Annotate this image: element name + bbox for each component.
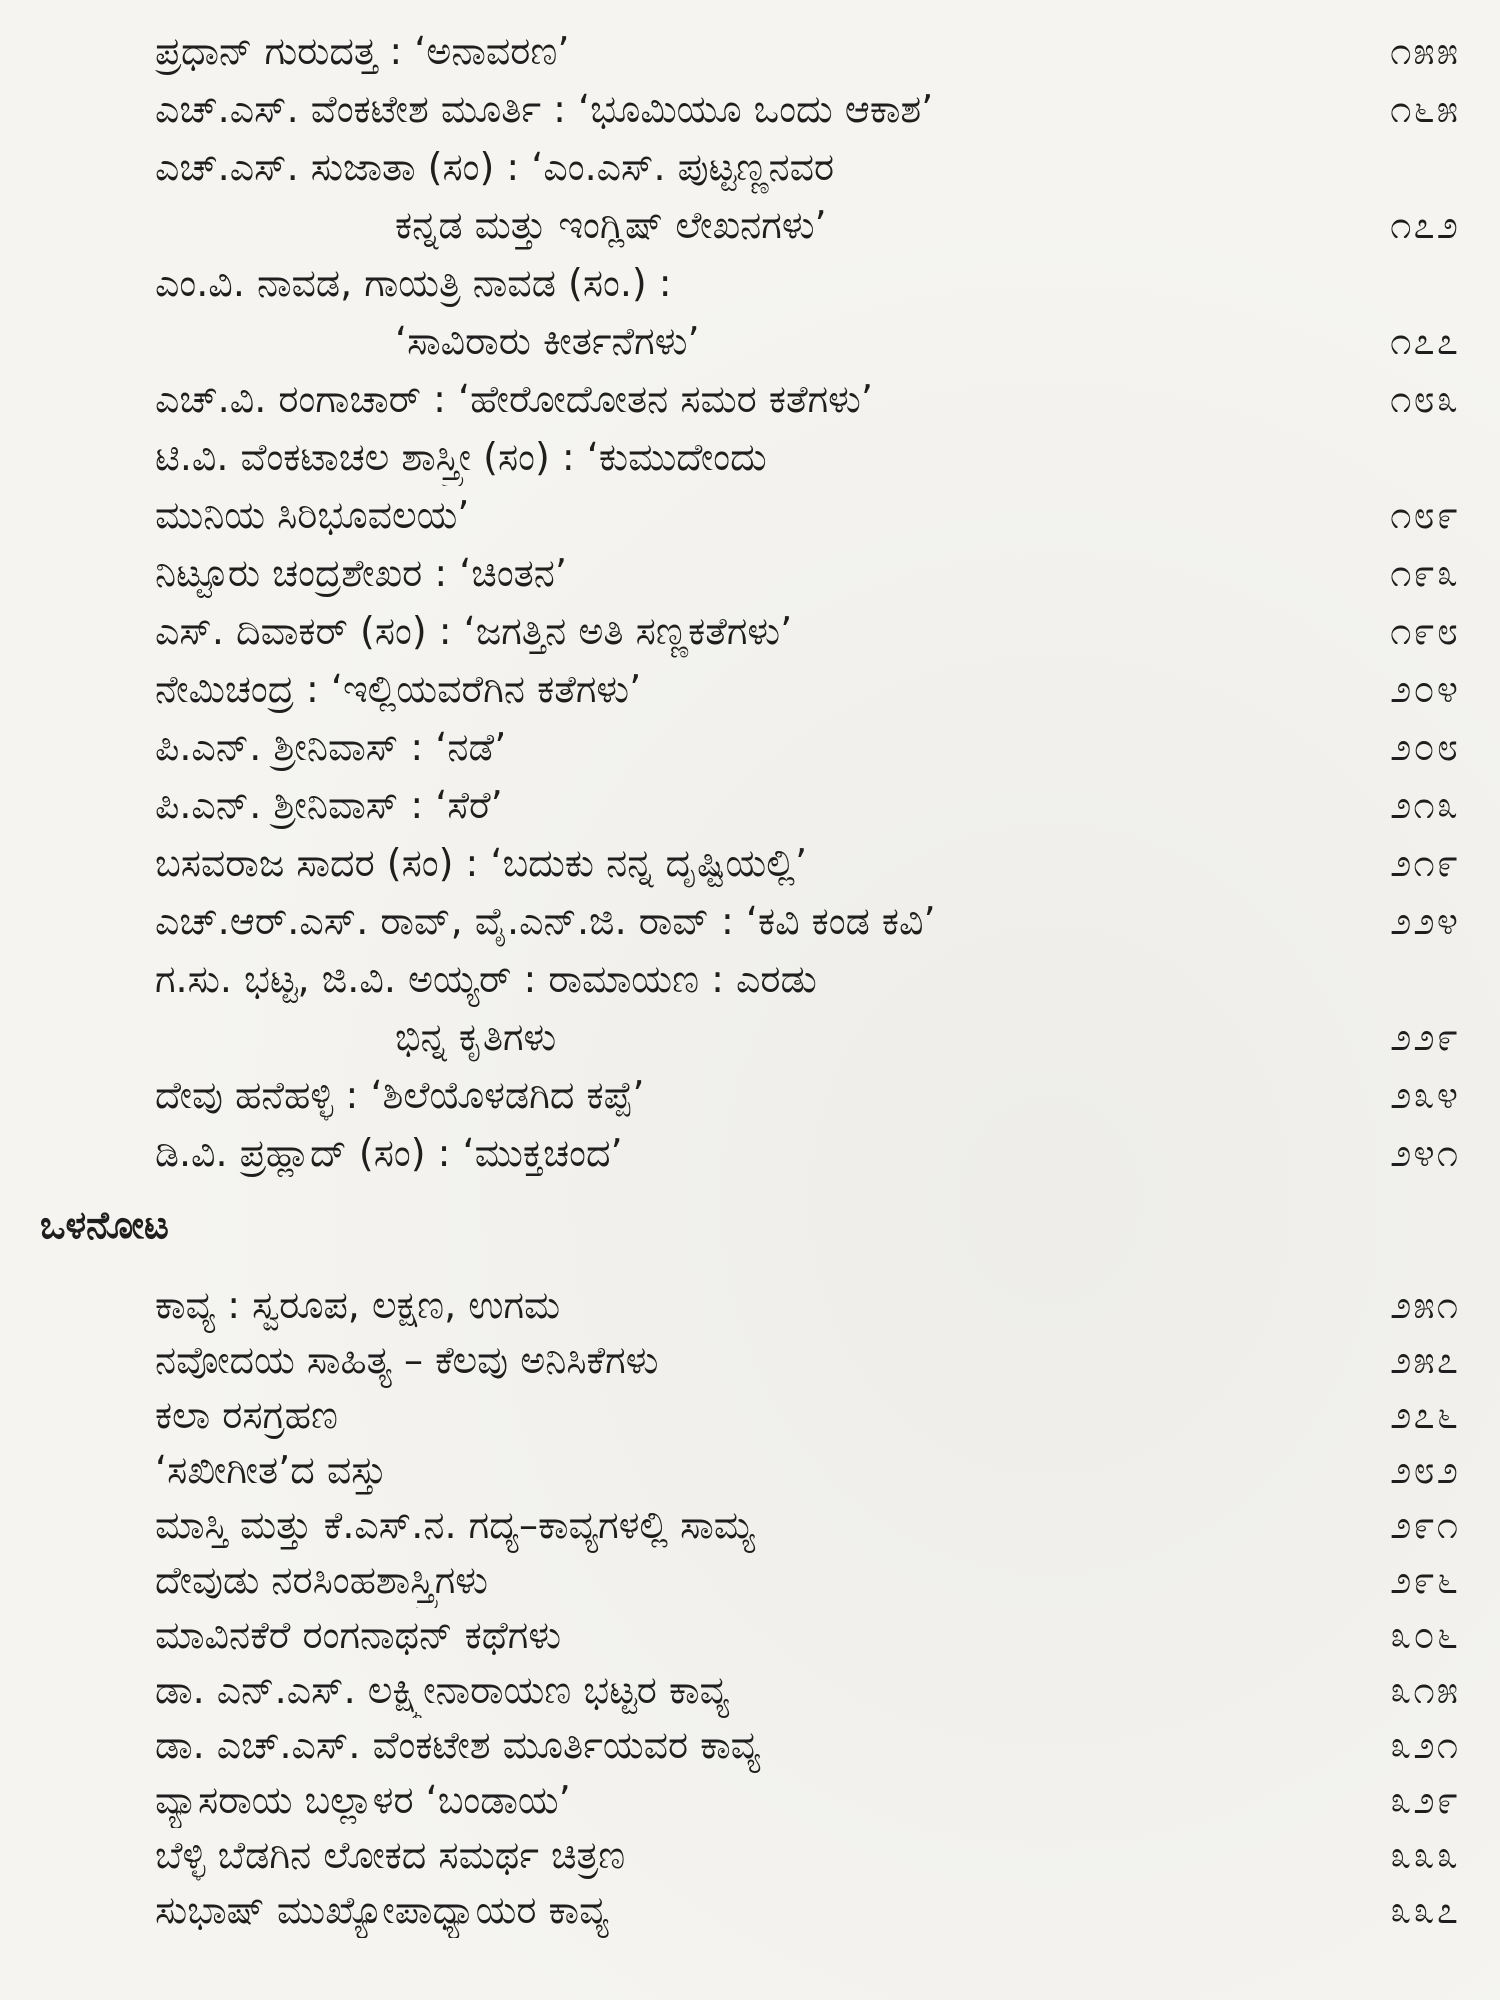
toc-entry xyxy=(0,1278,1500,1333)
toc-entry xyxy=(0,1553,1500,1608)
toc-entry-title: ದೇವುಡು ನರಸಿಂಹಶಾಸ್ತ್ರಿಗಳು xyxy=(155,1558,488,1602)
toc-entry-page-number: ೨೩೪ xyxy=(1390,1073,1460,1117)
toc-entry xyxy=(0,196,1500,254)
toc-entry-title: ಎಚ್.ಎಸ್. ಸುಜಾತಾ (ಸಂ) : ‘ಎಂ.ಎಸ್. ಪುಟ್ಟಣ್ಣನವರ xyxy=(155,145,835,189)
toc-entry xyxy=(0,1066,1500,1124)
toc-entry-title: ಕಾವ್ಯ : ಸ್ವರೂಪ, ಲಕ್ಷಣ, ಉಗಮ xyxy=(155,1283,561,1327)
toc-entry-page-number: ೨೨೪ xyxy=(1390,899,1460,943)
toc-entry-page-number: ೨೮೨ xyxy=(1390,1448,1460,1492)
toc-entry-page-number: ೩೧೫ xyxy=(1390,1668,1460,1712)
toc-entry xyxy=(0,1608,1500,1663)
toc-entry-title: ಪಿ.ಎನ್. ಶ್ರೀನಿವಾಸ್ : ‘ಸೆರೆ’ xyxy=(155,783,503,827)
toc-entry-title: ನಿಟ್ಟೂರು ಚಂದ್ರಶೇಖರ : ‘ಚಿಂತನ’ xyxy=(155,551,568,595)
toc-entry xyxy=(0,1388,1500,1443)
toc-entry-title: ಡಾ. ಎಚ್.ಎಸ್. ವೆಂಕಟೇಶ ಮೂರ್ತಿಯವರ ಕಾವ್ಯ xyxy=(155,1723,761,1767)
toc-entry xyxy=(0,1828,1500,1883)
toc-entry-title: ಮಾವಿನಕೆರೆ ರಂಗನಾಥನ್ ಕಥೆಗಳು xyxy=(155,1613,562,1657)
toc-entry-page-number: ೩೦೬ xyxy=(1390,1613,1460,1657)
toc-entry xyxy=(0,718,1500,776)
toc-entry-title: ಡಾ. ಎನ್.ಎಸ್. ಲಕ್ಷ್ಮೀನಾರಾಯಣ ಭಟ್ಟರ ಕಾವ್ಯ xyxy=(155,1668,730,1712)
toc-entry xyxy=(0,950,1500,1008)
toc-entry xyxy=(0,1443,1500,1498)
toc-entry xyxy=(0,1333,1500,1388)
toc-entry xyxy=(0,544,1500,602)
toc-entry-title: ಎಚ್.ಆರ್.ಎಸ್. ರಾವ್, ವೈ.ಎನ್.ಜಿ. ರಾವ್ : ‘ಕವಿ ಕಂಡ ಕವಿ’ xyxy=(155,899,936,943)
toc-entry-title: ಪಿ.ಎನ್. ಶ್ರೀನಿವಾಸ್ : ‘ನಡೆ’ xyxy=(155,725,507,769)
toc-entry-title: ಮುನಿಯ ಸಿರಿಭೂವಲಯ’ xyxy=(155,493,470,537)
toc-entry-title: ಡಿ.ವಿ. ಪ್ರಹ್ಲಾದ್ (ಸಂ) : ‘ಮುಕ್ತಚಂದ’ xyxy=(155,1131,623,1175)
toc-entry-page-number: ೨೫೧ xyxy=(1390,1283,1460,1327)
toc-entry-page-number: ೨೨೯ xyxy=(1390,1015,1460,1059)
toc-entry xyxy=(0,660,1500,718)
toc-entry xyxy=(0,1663,1500,1718)
toc-entry xyxy=(0,370,1500,428)
toc-entry-page-number: ೨೧೯ xyxy=(1390,841,1460,885)
toc-entry-page-number: ೧೭೨ xyxy=(1390,203,1460,247)
toc-entry-title: ಎಂ.ವಿ. ನಾವಡ, ಗಾಯತ್ರಿ ನಾವಡ (ಸಂ.) : xyxy=(155,261,672,305)
toc-entry-title: ಕಲಾ ರಸಗ್ರಹಣ xyxy=(155,1393,338,1437)
toc-entry xyxy=(0,776,1500,834)
toc-entry xyxy=(0,22,1500,80)
toc-entry xyxy=(0,312,1500,370)
section-heading: ಒಳನೋಟ xyxy=(40,1203,169,1247)
toc-entry xyxy=(0,486,1500,544)
toc-entry xyxy=(0,1883,1500,1938)
toc-list-primary xyxy=(0,22,1500,1182)
toc-entry-page-number: ೧೮೯ xyxy=(1390,493,1460,537)
toc-entry-title: ‘ಸಾವಿರಾರು ಕೀರ್ತನೆಗಳು’ xyxy=(395,319,700,363)
toc-entry-page-number: ೨೪೧ xyxy=(1390,1131,1460,1175)
toc-entry-page-number: ೨೯೧ xyxy=(1390,1503,1460,1547)
toc-entry-page-number: ೧೫೫ xyxy=(1390,29,1460,73)
toc-entry-page-number: ೨೦೪ xyxy=(1390,667,1460,711)
toc-entry xyxy=(0,1124,1500,1182)
toc-entry-title: ನೇಮಿಚಂದ್ರ : ‘ಇಲ್ಲಿಯವರೆಗಿನ ಕತೆಗಳು’ xyxy=(155,667,642,711)
toc-entry xyxy=(0,834,1500,892)
toc-entry-title: ‘ಸಖೀಗೀತ’ದ ವಸ್ತು xyxy=(155,1448,387,1492)
toc-entry-title: ಕನ್ನಡ ಮತ್ತು ಇಂಗ್ಲಿಷ್ ಲೇಖನಗಳು’ xyxy=(395,203,827,247)
toc-entry-page-number: ೧೭೭ xyxy=(1390,319,1460,363)
toc-entry-title: ಗ.ಸು. ಭಟ್ಟ, ಜಿ.ವಿ. ಅಯ್ಯರ್ : ರಾಮಾಯಣ : ಎರಡು xyxy=(155,957,817,1001)
toc-entry-page-number: ೨೫೭ xyxy=(1390,1338,1460,1382)
toc-entry-title: ಸುಭಾಷ್ ಮುಖ್ಯೋಪಾಧ್ಯಾಯರ ಕಾವ್ಯ xyxy=(155,1888,609,1932)
toc-entry-page-number: ೧೯೩ xyxy=(1390,551,1460,595)
toc-entry-page-number: ೩೩೩ xyxy=(1390,1833,1460,1877)
toc-entry xyxy=(0,1498,1500,1553)
toc-entry xyxy=(0,254,1500,312)
toc-entry-title: ಎಚ್.ಎಸ್. ವೆಂಕಟೇಶ ಮೂರ್ತಿ : ‘ಭೂಮಿಯೂ ಒಂದು ಆಕಾಶ’ xyxy=(155,87,934,131)
toc-entry-title: ಬೆಳ್ಳಿ ಬೆಡಗಿನ ಲೋಕದ ಸಮರ್ಥ ಚಿತ್ರಣ xyxy=(155,1833,626,1877)
toc-entry-title: ದೇವು ಹನೆಹಳ್ಳಿ : ‘ಶಿಲೆಯೊಳಡಗಿದ ಕಪ್ಪೆ’ xyxy=(155,1073,645,1117)
toc-entry-title: ಟಿ.ವಿ. ವೆಂಕಟಾಚಲ ಶಾಸ್ತ್ರೀ (ಸಂ) : ‘ಕುಮುದೇಂದು xyxy=(155,435,767,479)
toc-entry-title: ವ್ಯಾಸರಾಯ ಬಲ್ಲಾಳರ ‘ಬಂಡಾಯ’ xyxy=(155,1778,571,1822)
toc-entry-title: ಬಸವರಾಜ ಸಾದರ (ಸಂ) : ‘ಬದುಕು ನನ್ನ ದೃಷ್ಟಿಯಲ್ಲಿ’ xyxy=(155,841,808,885)
toc-entry-title: ಪ್ರಧಾನ್ ಗುರುದತ್ತ : ‘ಅನಾವರಣ’ xyxy=(155,29,570,73)
toc-entry-title: ಮಾಸ್ತಿ ಮತ್ತು ಕೆ.ಎಸ್.ನ. ಗದ್ಯ–ಕಾವ್ಯಗಳಲ್ಲಿ ಸಾಮ್ಯ xyxy=(155,1503,756,1547)
toc-entry-page-number: ೩೩೭ xyxy=(1390,1888,1460,1932)
toc-entry-page-number: ೩೨೧ xyxy=(1390,1723,1460,1767)
toc-entry xyxy=(0,138,1500,196)
toc-entry xyxy=(0,892,1500,950)
toc-entry xyxy=(0,80,1500,138)
toc-list-secondary xyxy=(0,1278,1500,1938)
toc-entry xyxy=(0,1008,1500,1066)
toc-entry-title: ಭಿನ್ನ ಕೃತಿಗಳು xyxy=(395,1015,557,1059)
toc-entry-page-number: ೨೧೩ xyxy=(1390,783,1460,827)
toc-entry-title: ಎಸ್. ದಿವಾಕರ್ (ಸಂ) : ‘ಜಗತ್ತಿನ ಅತಿ ಸಣ್ಣಕತೆಗಳು’ xyxy=(155,609,793,653)
toc-entry-page-number: ೩೨೯ xyxy=(1390,1778,1460,1822)
toc-entry-page-number: ೧೬೫ xyxy=(1390,87,1460,131)
toc-entry xyxy=(0,1773,1500,1828)
toc-entry xyxy=(0,428,1500,486)
toc-entry xyxy=(0,1718,1500,1773)
toc-entry xyxy=(0,602,1500,660)
toc-entry-page-number: ೨೦೮ xyxy=(1390,725,1460,769)
toc-entry-page-number: ೧೮೩ xyxy=(1390,377,1460,421)
toc-entry-page-number: ೧೯೮ xyxy=(1390,609,1460,653)
toc-entry-title: ಎಚ್.ವಿ. ರಂಗಾಚಾರ್ : ‘ಹೇರೋದೋತನ ಸಮರ ಕತೆಗಳು’ xyxy=(155,377,873,421)
toc-entry-page-number: ೨೯೬ xyxy=(1390,1558,1460,1602)
toc-entry-title: ನವೋದಯ ಸಾಹಿತ್ಯ – ಕೆಲವು ಅನಿಸಿಕೆಗಳು xyxy=(155,1338,659,1382)
toc-entry-page-number: ೨೭೬ xyxy=(1390,1393,1460,1437)
